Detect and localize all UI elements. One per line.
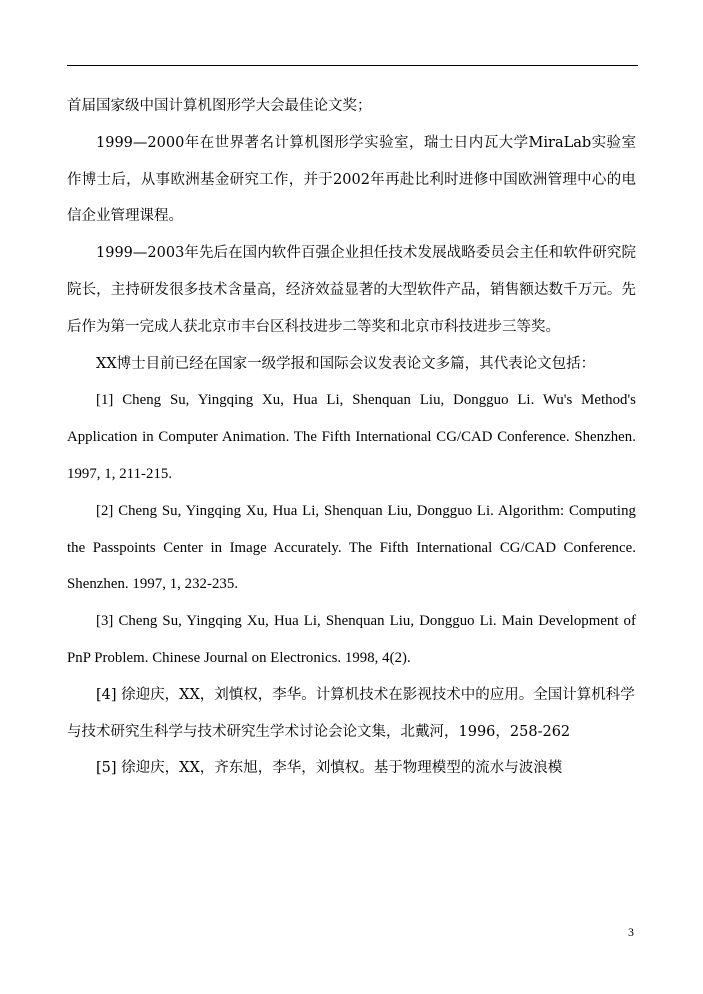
publications-intro: XX博士目前已经在国家一级学报和国际会议发表论文多篇，其代表论文包括： xyxy=(96,355,596,372)
award-paragraph: 首届国家级中国计算机图形学大会最佳论文奖； xyxy=(67,98,372,114)
reference-1: [1] Cheng Su, Yingqing Xu, Hua Li, Shenquan Liu, Dongguo Li. Wu's Method's Application in Computer Animation. The Fifth International CG/CAD Conference. Shenzhen. 1997, 1, 211-215. xyxy=(67,392,636,482)
header-rule xyxy=(67,65,638,66)
reference-5: [5] 徐迎庆，XX，齐东旭，李华，刘慎权。基于物理模型的流水与波浪模 xyxy=(96,760,563,777)
industry-paragraph: 1999—2003年先后在国内软件百强企业担任技术发展战略委员会主任和软件研究院院长，主持研发很多技术含量高，经济效益显著的大型软件产品，销售额达数千万元。先后作为第一完成人获北京市丰台区科技进步二等奖和北京市科技进步三等奖。 xyxy=(67,245,636,335)
reference-3: [3] Cheng Su, Yingqing Xu, Hua Li, Shenquan Liu, Dongguo Li. Main Development of PnP Problem. Chinese Journal on Electronics. 1998, 4(2). xyxy=(67,613,636,666)
reference-4: [4] 徐迎庆，XX，刘慎权，李华。计算机技术在影视技术中的应用。全国计算机科学与技术研究生科学与技术研究生学术讨论会论文集，北戴河，1996，258-262 xyxy=(67,686,635,740)
postdoc-paragraph: 1999—2000年在世界著名计算机图形学实验室，瑞士日内瓦大学MiraLab实验室作博士后，从事欧洲基金研究工作，并于2002年再赴比利时进修中国欧洲管理中心的电信企业管理课程。 xyxy=(67,134,636,225)
document-body xyxy=(67,88,636,787)
page-number: 3 xyxy=(628,925,634,939)
reference-2: [2] Cheng Su, Yingqing Xu, Hua Li, Shenquan Liu, Dongguo Li. Algorithm: Computing the Passpoints Center in Image Accurately. The Fifth International CG/CAD Conference. Shenzhen. 1997, 1, 232-235. xyxy=(67,502,636,593)
